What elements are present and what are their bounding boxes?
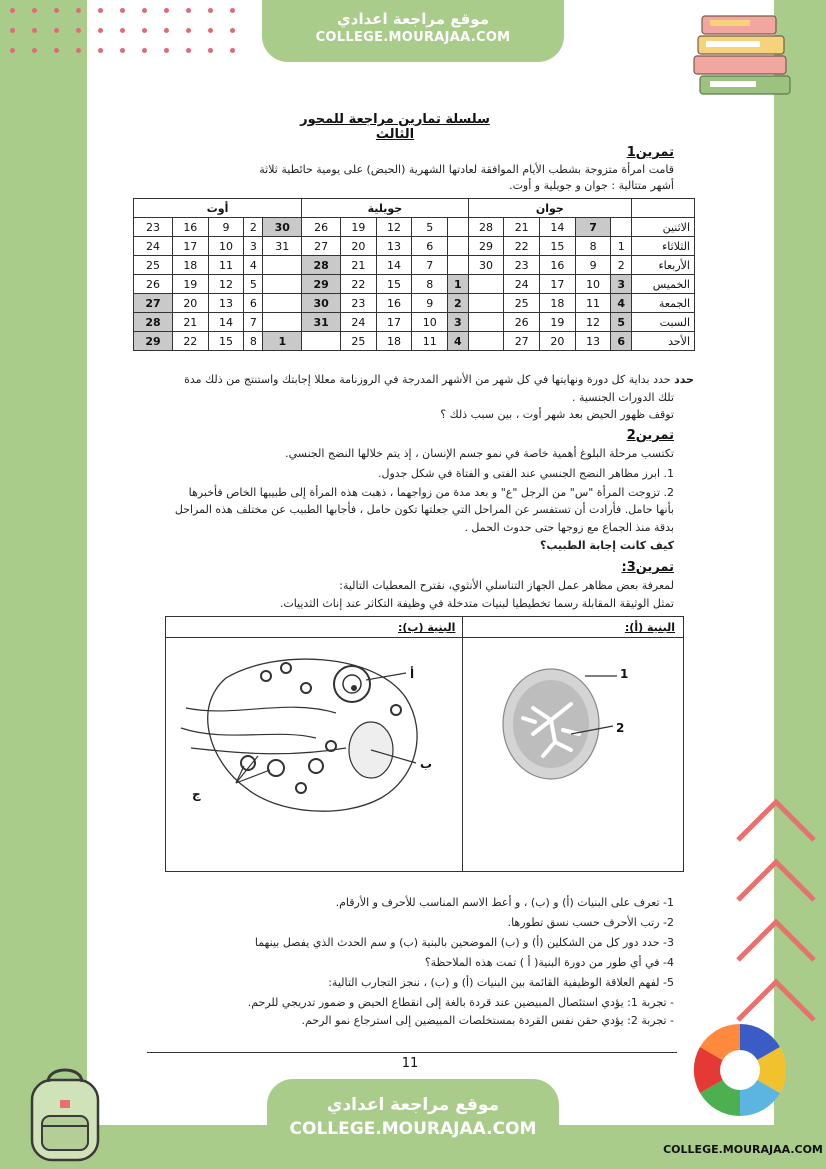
- decorative-dot: [98, 48, 103, 53]
- exercise-3-question-4: 4- في أي طور من دورة البنية( أ ) تمت هذه الملاحظة؟: [424, 956, 674, 969]
- calendar-cell: 11: [575, 294, 611, 313]
- decorative-dot: [54, 48, 59, 53]
- calendar-cell-marked: 3: [611, 275, 632, 294]
- calendar-cell: 9: [412, 294, 448, 313]
- decorative-dot: [120, 8, 125, 13]
- label-jim: ج: [192, 787, 201, 801]
- calendar-cell: 11: [412, 332, 448, 351]
- calendar-cell: 19: [172, 275, 208, 294]
- calendar-cell: [263, 256, 302, 275]
- calendar-cell: 2: [611, 256, 632, 275]
- calendar-cell: 8: [412, 275, 448, 294]
- page-number: 11: [401, 1056, 419, 1071]
- label-1: 1: [620, 667, 629, 681]
- decorative-dot: [164, 28, 169, 33]
- exercise-1-question-1-text: حدد بداية كل دورة ونهايتها في كل شهر من الأشهر المدرجة في الروزنامة معللا إجابتك واستنتج من ذلك مدة: [184, 373, 671, 386]
- exercise-1-question-2: توقف ظهور الحيض بعد شهر أوت ، بين سبب ذلك ؟: [440, 408, 674, 421]
- logo-url[interactable]: COLLEGE.MOURAJAA.COM: [663, 1143, 823, 1156]
- calendar-cell: 17: [376, 313, 412, 332]
- calendar-cell: 1: [611, 237, 632, 256]
- calendar-cell: 16: [376, 294, 412, 313]
- decorative-dot: [10, 8, 15, 13]
- document-title: سلسلة تمارين مراجعة للمحور الثالث: [300, 112, 490, 142]
- chevron-up-icons: [728, 790, 824, 1030]
- calendar-table: [133, 198, 695, 351]
- decorative-dot: [98, 28, 103, 33]
- calendar-cell: 28: [468, 218, 504, 237]
- ovary-drawing: [166, 638, 462, 871]
- calendar-cell: 10: [208, 237, 244, 256]
- calendar-cell: 31: [263, 237, 302, 256]
- calendar-cell: 14: [540, 218, 576, 237]
- calendar-cell: 16: [540, 256, 576, 275]
- bottom-site-banner[interactable]: [267, 1079, 559, 1169]
- calendar-cell: 10: [412, 313, 448, 332]
- calendar-cell: 25: [504, 294, 540, 313]
- calendar-cell: [263, 294, 302, 313]
- decorative-dot: [32, 48, 37, 53]
- calendar-cell: 26: [504, 313, 540, 332]
- site-url[interactable]: COLLEGE.MOURAJAA.COM: [315, 30, 511, 45]
- decorative-dot: [164, 8, 169, 13]
- calendar-cell: 7: [412, 256, 448, 275]
- calendar-cell-marked: 2: [448, 294, 469, 313]
- page-footer-line: [147, 1052, 677, 1053]
- top-site-banner[interactable]: [262, 0, 564, 62]
- calendar-cell: 20: [341, 237, 377, 256]
- calendar-cell: 27: [302, 237, 341, 256]
- decorative-dot: [76, 48, 81, 53]
- calendar-row: [134, 237, 695, 256]
- calendar-cell: 6: [412, 237, 448, 256]
- exercise-3-question-2: 2- رتب الأحرف حسب نسق تطورها.: [507, 916, 674, 929]
- bottom-site-url[interactable]: COLLEGE.MOURAJAA.COM: [289, 1119, 537, 1139]
- calendar-cell-marked: 6: [611, 332, 632, 351]
- exercise-3-intro-line-2: تمثل الوثيقة المقابلة رسما تخطيطيا لبنيات متدخلة في وظيفة التكاثر عند إناث الثدييات.: [279, 597, 674, 610]
- exercise-1-question-1: [134, 372, 694, 388]
- calendar-cell: [611, 218, 632, 237]
- calendar-day-label: الاثنين: [632, 218, 695, 237]
- calendar-cell-marked: 3: [448, 313, 469, 332]
- exercise-1-question-1-end: تلك الدورات الجنسية .: [571, 391, 674, 404]
- site-name-arabic: موقع مراجعة اعدادي: [337, 10, 489, 28]
- calendar-cell: 8: [575, 237, 611, 256]
- calendar-cell-marked: 30: [302, 294, 341, 313]
- calendar-cell: 24: [341, 313, 377, 332]
- calendar-cell-marked: 7: [575, 218, 611, 237]
- decorative-dot: [186, 28, 191, 33]
- calendar-cell-marked: 4: [448, 332, 469, 351]
- bottom-site-name-arabic: موقع مراجعة اعدادي: [326, 1095, 500, 1115]
- exercise-2-heading: تمرين2: [626, 428, 674, 443]
- calendar-cell: 18: [540, 294, 576, 313]
- calendar-cell: 18: [172, 256, 208, 275]
- calendar-cell: 21: [172, 313, 208, 332]
- calendar-cell: [468, 275, 504, 294]
- calendar-cell: [263, 313, 302, 332]
- calendar-month-header: جويلية: [302, 199, 468, 218]
- calendar-row: [134, 218, 695, 237]
- calendar-cell: 12: [208, 275, 244, 294]
- decorative-dot: [186, 8, 191, 13]
- decorative-dot: [98, 8, 103, 13]
- decorative-dot: [208, 8, 213, 13]
- decorative-dot: [10, 48, 15, 53]
- calendar-month-header: جوان: [468, 199, 631, 218]
- exercise-3-question-5: 5- لفهم العلاقة الوظيفية القائمة بين البنيات (أ) و (ب) ، ننجز التجارب التالية:: [328, 976, 674, 989]
- calendar-cell: 15: [540, 237, 576, 256]
- calendar-cell: 22: [341, 275, 377, 294]
- calendar-cell: [448, 218, 469, 237]
- calendar-cell: 23: [341, 294, 377, 313]
- books-stack-icon: [690, 10, 800, 100]
- ovary-uterus-figure: [165, 616, 684, 872]
- calendar-cell: 16: [172, 218, 208, 237]
- calendar-cell: 27: [504, 332, 540, 351]
- exercise-2-question-doctor: كيف كانت إجابة الطبيب؟: [539, 539, 674, 552]
- calendar-cell: 13: [376, 237, 412, 256]
- calendar-month-header: أوت: [134, 199, 302, 218]
- decorative-dot: [230, 28, 235, 33]
- calendar-row: [134, 275, 695, 294]
- calendar-cell: 2: [244, 218, 263, 237]
- calendar-cell: 15: [208, 332, 244, 351]
- decorative-dot: [208, 28, 213, 33]
- exercise-1-intro-line-1: قامت امرأة متزوجة بشطب الأيام الموافقة لعادتها الشهرية (الحيض) على يومية حائطية ثلاثة: [259, 163, 674, 176]
- decorative-dot: [32, 28, 37, 33]
- calendar-corner-cell: [632, 199, 695, 218]
- calendar-cell: 17: [172, 237, 208, 256]
- calendar-cell: 3: [244, 237, 263, 256]
- calendar-cell: 7: [244, 313, 263, 332]
- backpack-icon: [14, 1060, 114, 1165]
- calendar-day-label: الأربعاء: [632, 256, 695, 275]
- calendar-cell: 4: [244, 256, 263, 275]
- calendar-cell: 10: [575, 275, 611, 294]
- exercise-3-intro-line-1: لمعرفة بعض مظاهر عمل الجهاز التناسلي الأنثوي، نقترح المعطيات التالية:: [339, 579, 674, 592]
- calendar-cell: 26: [134, 275, 173, 294]
- calendar-cell: 25: [341, 332, 377, 351]
- calendar-cell: 13: [575, 332, 611, 351]
- calendar-cell: 19: [341, 218, 377, 237]
- exercise-3-question-1: 1- تعرف على البنيات (أ) و (ب) ، و أعط الاسم المناسب للأحرف و الأرقام.: [335, 896, 674, 909]
- calendar-cell: 23: [134, 218, 173, 237]
- calendar-cell: 18: [376, 332, 412, 351]
- exercise-3-question-3: 3- حدد دور كل من الشكلين (أ) و (ب) الموضحين بالبنية (ب) و سم الحدث الذي يفصل بينهما: [254, 936, 674, 949]
- calendar-cell-marked: 29: [134, 332, 173, 351]
- calendar-cell: 29: [468, 237, 504, 256]
- calendar-cell: 14: [376, 256, 412, 275]
- structure-a-caption: البنية (أ):: [624, 621, 675, 634]
- uterus-section-drawing: [463, 638, 683, 871]
- calendar-cell: 30: [468, 256, 504, 275]
- decorative-dot: [164, 48, 169, 53]
- calendar-cell-marked: 5: [611, 313, 632, 332]
- decorative-dot: [208, 48, 213, 53]
- calendar-day-label: الأحد: [632, 332, 695, 351]
- decorative-dot: [120, 48, 125, 53]
- calendar-day-label: السبت: [632, 313, 695, 332]
- calendar-day-label: الجمعة: [632, 294, 695, 313]
- calendar-cell: [448, 256, 469, 275]
- calendar-cell: [468, 332, 504, 351]
- decorative-dot: [76, 8, 81, 13]
- calendar-cell-marked: 29: [302, 275, 341, 294]
- calendar-cell: 9: [208, 218, 244, 237]
- calendar-cell: 24: [134, 237, 173, 256]
- calendar-cell-marked: 30: [263, 218, 302, 237]
- calendar-cell-marked: 31: [302, 313, 341, 332]
- calendar-cell: 5: [244, 275, 263, 294]
- calendar-row: [134, 256, 695, 275]
- exercise-2-question-1: 1. ابرز مظاهر النضج الجنسي عند الفتى و الفتاة في شكل جدول.: [377, 467, 674, 480]
- calendar-cell: 22: [504, 237, 540, 256]
- calendar-cell: 25: [134, 256, 173, 275]
- calendar-cell: [468, 313, 504, 332]
- calendar-row: [134, 332, 695, 351]
- decorative-dot: [54, 28, 59, 33]
- calendar-cell: 8: [244, 332, 263, 351]
- decorative-dot: [32, 8, 37, 13]
- calendar-cell: 19: [540, 313, 576, 332]
- calendar-day-label: الخميس: [632, 275, 695, 294]
- calendar-cell: 21: [341, 256, 377, 275]
- calendar-cell: 20: [172, 294, 208, 313]
- calendar-cell: 12: [575, 313, 611, 332]
- calendar-cell: 24: [504, 275, 540, 294]
- calendar-cell-marked: 27: [134, 294, 173, 313]
- decorative-dot: [76, 28, 81, 33]
- label-ba: ب: [420, 757, 433, 771]
- experiment-1: - تجربة 1: يؤدي استئصال المبيضين عند قردة بالغة إلى انقطاع الحيض و ضمور تدريجي للرحم.: [247, 996, 674, 1009]
- calendar-cell: [468, 294, 504, 313]
- calendar-cell: [302, 332, 341, 351]
- calendar-cell: 12: [376, 218, 412, 237]
- decorative-dots: [10, 8, 250, 58]
- calendar-row: [134, 294, 695, 313]
- calendar-cell: [263, 275, 302, 294]
- calendar-cell: 17: [540, 275, 576, 294]
- exercise-1-heading: تمرين1: [626, 145, 674, 160]
- decorative-dot: [120, 28, 125, 33]
- calendar-cell: 6: [244, 294, 263, 313]
- decorative-dot: [186, 48, 191, 53]
- calendar-cell-marked: 1: [448, 275, 469, 294]
- exercise-2-question-2-line-1: 2. تزوجت المرأة "س" من الرجل "ع" و بعد مدة من زواجهما ، ذهبت هذه المرأة إلى طبيبها الخاص فأخبرها: [188, 486, 674, 499]
- decorative-dot: [142, 8, 147, 13]
- calendar-row: [134, 313, 695, 332]
- exercise-2-intro: تكتسب مرحلة البلوغ أهمية خاصة في نمو جسم الإنسان ، إذ يتم خلالها النضج الجنسي.: [285, 447, 674, 460]
- calendar-day-label: الثلاثاء: [632, 237, 695, 256]
- calendar-cell: 21: [504, 218, 540, 237]
- keyword-hadid: حدد: [674, 373, 694, 386]
- calendar-cell: 13: [208, 294, 244, 313]
- education-wheel-logo: [690, 1020, 790, 1120]
- decorative-dot: [230, 48, 235, 53]
- green-frame-left: [0, 0, 87, 1169]
- calendar-cell: 11: [208, 256, 244, 275]
- exercise-3-heading: تمرين3:: [621, 560, 674, 575]
- exercise-2-question-2-line-2: بأنها حامل. فأرادت أن تستفسر عن المراحل التي جعلتها تكون حامل ، فأجابها الطبيب عن مختلف هذه المراحل: [174, 503, 674, 516]
- label-alif: أ: [410, 667, 415, 681]
- calendar-cell: 23: [504, 256, 540, 275]
- decorative-dot: [10, 28, 15, 33]
- decorative-dot: [230, 8, 235, 13]
- experiment-2: - تجربة 2: يؤدي حقن نفس القردة بمستخلصات المبيضين إلى استرجاع نمو الرحم.: [301, 1014, 674, 1027]
- calendar-cell: 5: [412, 218, 448, 237]
- structure-b-caption: البنية (ب):: [398, 621, 456, 634]
- calendar-cell: [448, 237, 469, 256]
- decorative-dot: [142, 28, 147, 33]
- calendar-header-row: [134, 199, 695, 218]
- calendar-cell-marked: 1: [263, 332, 302, 351]
- calendar-cell: 9: [575, 256, 611, 275]
- decorative-dot: [54, 8, 59, 13]
- exercise-2-question-2-line-3: بدقة منذ الجماع مع زوجها حتى حدوث الحمل .: [464, 521, 674, 534]
- label-2: 2: [616, 721, 625, 735]
- exercise-1-intro-line-2: أشهر متتالية : جوان و جويلية و أوت.: [509, 179, 674, 192]
- calendar-cell: 15: [376, 275, 412, 294]
- calendar-cell: 14: [208, 313, 244, 332]
- calendar-cell: 26: [302, 218, 341, 237]
- calendar-cell-marked: 4: [611, 294, 632, 313]
- calendar-cell-marked: 28: [134, 313, 173, 332]
- calendar-cell: 20: [540, 332, 576, 351]
- decorative-dot: [142, 48, 147, 53]
- calendar-cell: 22: [172, 332, 208, 351]
- calendar-cell-marked: 28: [302, 256, 341, 275]
